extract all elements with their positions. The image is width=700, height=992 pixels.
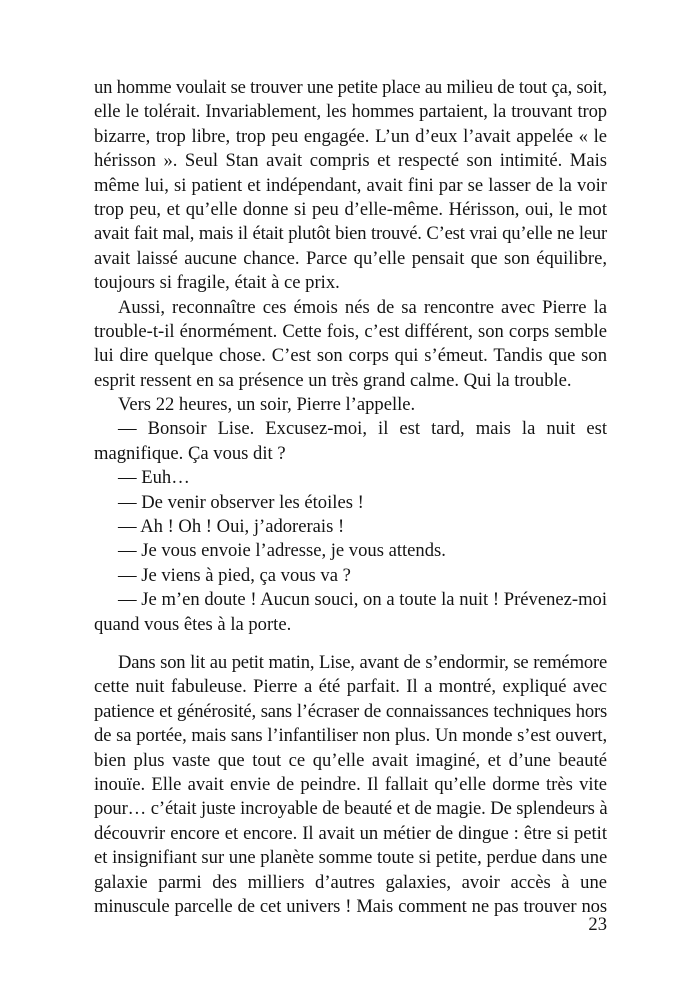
text-line: — Ah ! Oh ! Oui, j’adorerais ! bbox=[118, 516, 345, 538]
text-line: bien plus vaste que tout ce qu’elle avait imaginé, et d’une beauté bbox=[94, 749, 607, 771]
text-line: patience et générosité, sans l’écraser de connaissances techniques hors bbox=[94, 700, 607, 722]
paragraph bbox=[94, 393, 607, 417]
paragraph bbox=[94, 651, 607, 919]
text-line: — Je vous envoie l’adresse, je vous attends. bbox=[118, 540, 446, 562]
paragraph bbox=[94, 539, 607, 563]
paragraph bbox=[94, 515, 607, 539]
text-line: avait laissé aucune chance. Parce qu’elle pensait que son équilibre, bbox=[94, 247, 607, 269]
text-line: de sa portée, mais sans l’infantiliser non plus. Un monde s’est ouvert, bbox=[94, 725, 607, 747]
page-body bbox=[94, 76, 607, 919]
text-line: — Je viens à pied, ça vous va ? bbox=[118, 564, 351, 586]
text-line: Dans son lit au petit matin, Lise, avant de s’endormir, se remémore bbox=[118, 651, 607, 673]
paragraph bbox=[94, 466, 607, 490]
text-line: et insignifiant sur une planète somme toute si petite, perdue dans une bbox=[94, 847, 608, 869]
text-line: Vers 22 heures, un soir, Pierre l’appelle. bbox=[118, 394, 416, 416]
text-line: même lui, si patient et indépendant, avait fini par se lasser de la voir bbox=[94, 174, 607, 196]
paragraph bbox=[94, 564, 607, 588]
text-line: galaxie parmi des milliers d’autres galaxies, avoir accès à une bbox=[94, 871, 607, 893]
text-line: pour… c’était juste incroyable de beauté et de magie. De splendeurs à bbox=[94, 798, 608, 820]
text-line: un homme voulait se trouver une petite place au milieu de tout ça, soit, bbox=[94, 77, 607, 98]
text-line: elle le tolérait. Invariablement, les hommes partaient, la trouvant trop bbox=[94, 101, 607, 123]
text-line: — De venir observer les étoiles ! bbox=[118, 491, 364, 513]
paragraph bbox=[94, 491, 607, 515]
text-line: Aussi, reconnaître ces émois nés de sa rencontre avec Pierre la bbox=[118, 296, 607, 318]
text-line: bizarre, trop libre, trop peu engagée. L’un d’eux l’avait appelée « le bbox=[94, 125, 607, 147]
text-line: trop peu, et qu’elle donne si peu d’elle-même. Hérisson, oui, le mot bbox=[94, 198, 607, 220]
text-line: — Euh… bbox=[118, 467, 190, 489]
paragraph bbox=[94, 588, 607, 637]
text-line: — Bonsoir Lise. Excusez-moi, il est tard, mais la nuit est bbox=[118, 418, 607, 440]
text-line: avait fait mal, mais il était plutôt bien trouvé. C’est vrai qu’elle ne leur bbox=[94, 223, 607, 245]
text-line: — Je m’en doute ! Aucun souci, on a toute la nuit ! Prévenez-moi bbox=[118, 589, 607, 611]
paragraph bbox=[94, 296, 607, 394]
text-line: inouïe. Elle avait envie de peindre. Il fallait qu’elle dorme très vite bbox=[94, 773, 607, 795]
text-line: magnifique. Ça vous dit ? bbox=[94, 442, 286, 464]
text-line: cette nuit fabuleuse. Pierre a été parfait. Il a montré, expliqué avec bbox=[94, 676, 607, 698]
text-line: quand vous êtes à la porte. bbox=[94, 613, 292, 635]
paragraph bbox=[94, 76, 607, 296]
text-line: découvrir encore et encore. Il avait un métier de dingue : être si petit bbox=[94, 822, 607, 844]
paragraph bbox=[94, 417, 607, 466]
text-line: trouble-t-il énormément. Cette fois, c’est différent, son corps semble bbox=[94, 320, 607, 342]
text-line: minuscule parcelle de cet univers ! Mais comment ne pas trouver nos bbox=[94, 895, 607, 917]
text-line: esprit ressent en sa présence un très grand calme. Qui la trouble. bbox=[94, 369, 572, 391]
text-line: toujours si fragile, était à ce prix. bbox=[94, 272, 340, 294]
text-line: lui dire quelque chose. C’est son corps qui s’émeut. Tandis que son bbox=[94, 345, 607, 367]
text-line: hérisson ». Seul Stan avait compris et respecté son intimité. Mais bbox=[94, 150, 607, 172]
page-number: 23 bbox=[588, 914, 607, 935]
